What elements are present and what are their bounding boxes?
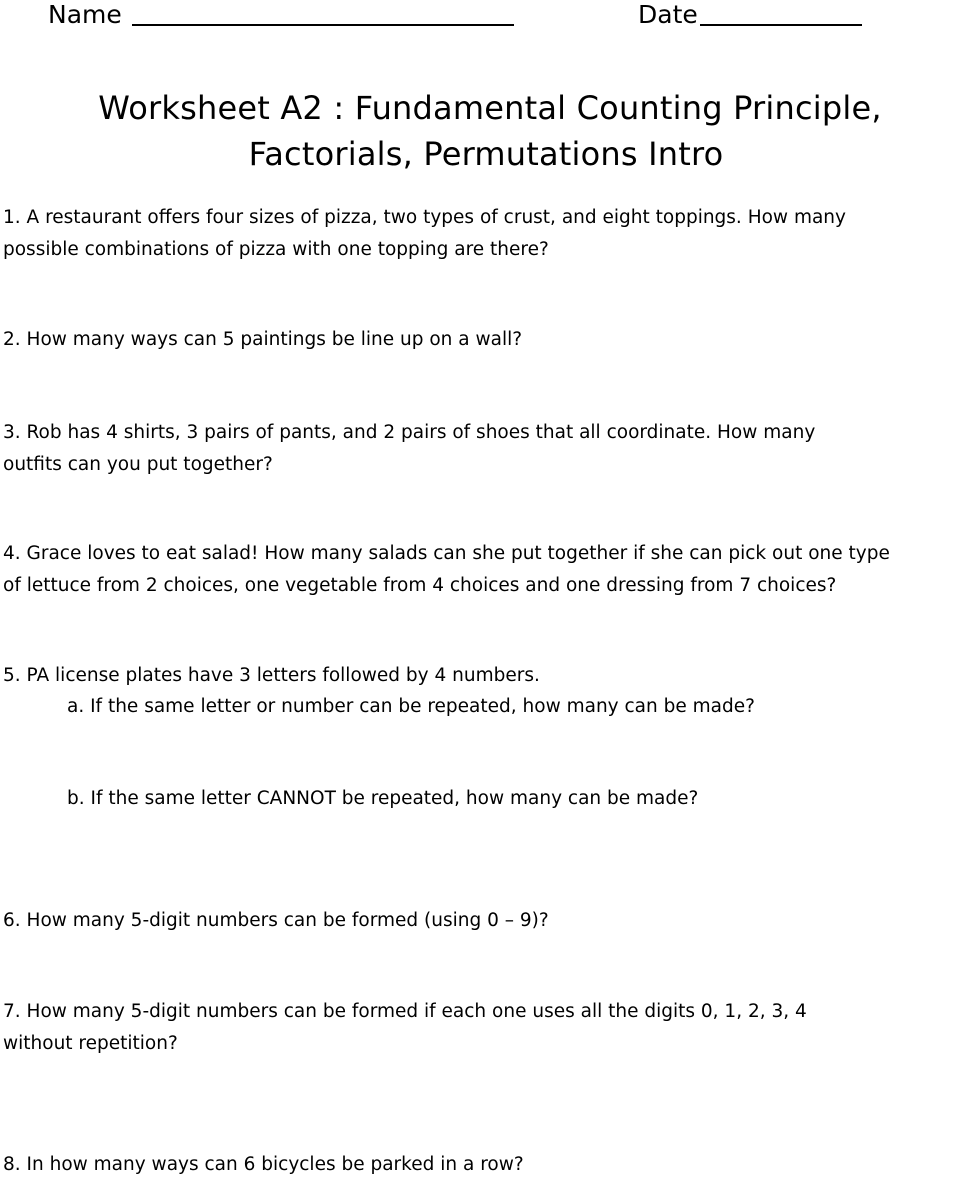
question-7 <box>3 996 958 1060</box>
question-3 <box>3 417 958 481</box>
question-4 <box>3 538 958 602</box>
date-label: Date <box>638 0 698 29</box>
question-5-part-b: b. If the same letter CANNOT be repeated, how many can be made? <box>67 788 699 809</box>
question-2-line-1: 2. How many ways can 5 paintings be line up on a wall? <box>3 329 523 350</box>
question-5-line-1: 5. PA license plates have 3 letters followed by 4 numbers. <box>3 665 540 686</box>
date-blank-line[interactable] <box>700 0 862 26</box>
question-1 <box>3 202 958 266</box>
question-8 <box>3 1149 958 1181</box>
date-field-row <box>638 0 862 34</box>
question-1-line-2: possible combinations of pizza with one topping are there? <box>3 239 549 260</box>
question-5-part-a: a. If the same letter or number can be repeated, how many can be made? <box>67 696 755 717</box>
question-5 <box>3 660 958 692</box>
question-6-line-1: 6. How many 5-digit numbers can be formed (using 0 – 9)? <box>3 910 549 931</box>
question-4-line-2: of lettuce from 2 choices, one vegetable from 4 choices and one dressing from 7 choices? <box>3 575 837 596</box>
worksheet-title-line-2: Factorials, Permutations Intro <box>248 135 724 173</box>
worksheet-title-line-1: Worksheet A2 : Fundamental Counting Principle, <box>98 89 882 127</box>
question-3-line-2: outfits can you put together? <box>3 454 273 475</box>
name-field-row <box>48 0 514 34</box>
name-blank-line[interactable] <box>132 0 514 26</box>
question-6 <box>3 905 958 937</box>
question-4-line-1: 4. Grace loves to eat salad! How many salads can she put together if she can pick out one type <box>3 543 890 564</box>
question-2 <box>3 324 958 356</box>
question-7-line-2: without repetition? <box>3 1033 178 1054</box>
question-7-line-1: 7. How many 5-digit numbers can be formed if each one uses all the digits 0, 1, 2, 3, 4 <box>3 1001 807 1022</box>
question-8-line-1: 8. In how many ways can 6 bicycles be parked in a row? <box>3 1154 524 1175</box>
name-label: Name <box>48 0 122 29</box>
question-1-line-1: 1. A restaurant offers four sizes of pizza, two types of crust, and eight toppings. How many <box>3 207 846 228</box>
question-3-line-1: 3. Rob has 4 shirts, 3 pairs of pants, and 2 pairs of shoes that all coordinate. How many <box>3 422 816 443</box>
